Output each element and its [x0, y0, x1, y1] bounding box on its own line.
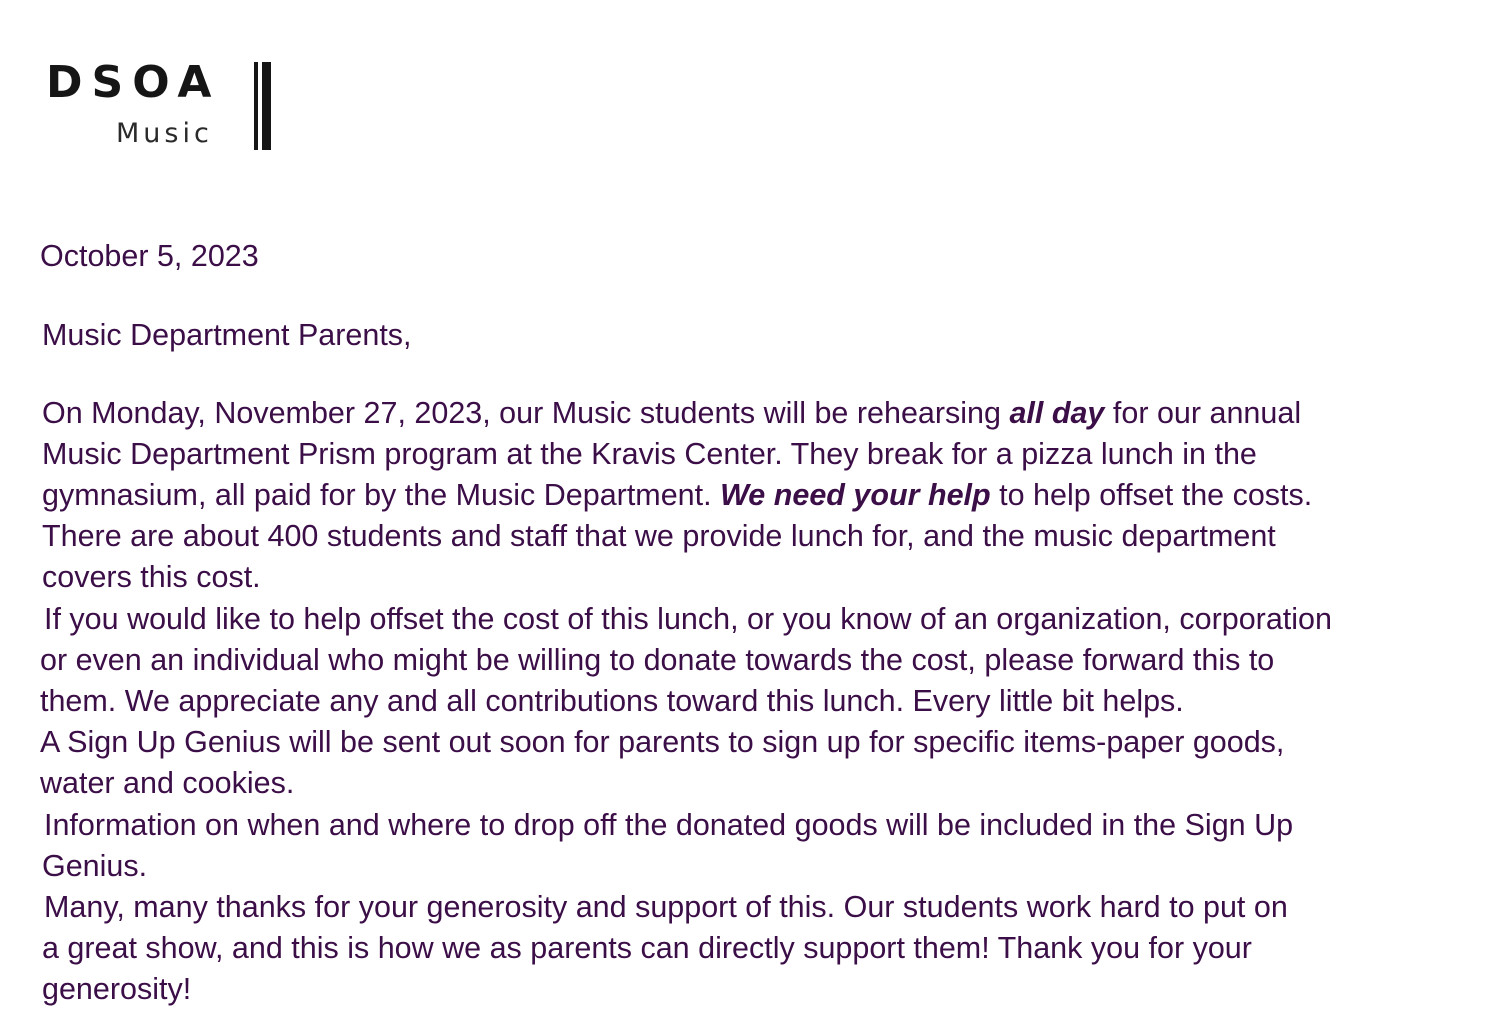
- paragraph-line: If you would like to help offset the cost of this lunch, or you know of an organization, corporation: [44, 602, 1332, 636]
- text-run: gymnasium, all paid for by the Music Department.: [42, 478, 721, 512]
- paragraph-line: a great show, and this is how we as parents can directly support them! Thank you for your: [42, 931, 1252, 965]
- paragraph-line: [42, 393, 1312, 434]
- paragraph-line: them. We appreciate any and all contributions toward this lunch. Every little bit helps.: [40, 684, 1184, 718]
- paragraph-sign-up-genius: [40, 722, 1284, 804]
- logo-wordmark: DSOA: [46, 57, 221, 108]
- emphasis-we-need-your-help: We need your help: [720, 478, 991, 512]
- paragraph-lunch-details: [42, 393, 1312, 598]
- text-run: On Monday, November 27, 2023, our Music students will be rehearsing: [42, 396, 1010, 430]
- paragraph-drop-off-info: [44, 805, 1293, 887]
- paragraph-help-offset: [40, 599, 1332, 722]
- paragraph-line: A Sign Up Genius will be sent out soon for parents to sign up for specific items-paper goods,: [40, 725, 1285, 759]
- paragraph-line: generosity!: [42, 972, 192, 1006]
- paragraph-line: [42, 475, 1312, 516]
- letter-date: October 5, 2023: [40, 239, 259, 273]
- logo-bar-thick: [262, 62, 271, 150]
- logo-bar-thin: [254, 62, 258, 150]
- dsoa-music-logo: [46, 58, 278, 154]
- paragraph-thanks: [44, 887, 1288, 1010]
- logo-subtitle: Music: [116, 118, 213, 149]
- paragraph-line: Information on when and where to drop off the donated goods will be included in the Sign Up: [44, 808, 1294, 842]
- paragraph-line: There are about 400 students and staff that we provide lunch for, and the music department: [42, 519, 1276, 553]
- text-run: to help offset the costs.: [990, 478, 1313, 512]
- emphasis-all-day: all day: [1009, 396, 1105, 430]
- paragraph-line: or even an individual who might be willing to donate towards the cost, please forward this to: [40, 643, 1275, 677]
- paragraph-line: Music Department Prism program at the Kravis Center. They break for a pizza lunch in the: [42, 437, 1257, 471]
- paragraph-line: Genius.: [42, 849, 148, 883]
- text-run: for our annual: [1104, 396, 1302, 430]
- paragraph-line: covers this cost.: [42, 560, 261, 594]
- letter-salutation: Music Department Parents,: [42, 318, 412, 352]
- paragraph-line: water and cookies.: [40, 766, 295, 800]
- paragraph-line: Many, many thanks for your generosity and support of this. Our students work hard to put on: [44, 890, 1288, 924]
